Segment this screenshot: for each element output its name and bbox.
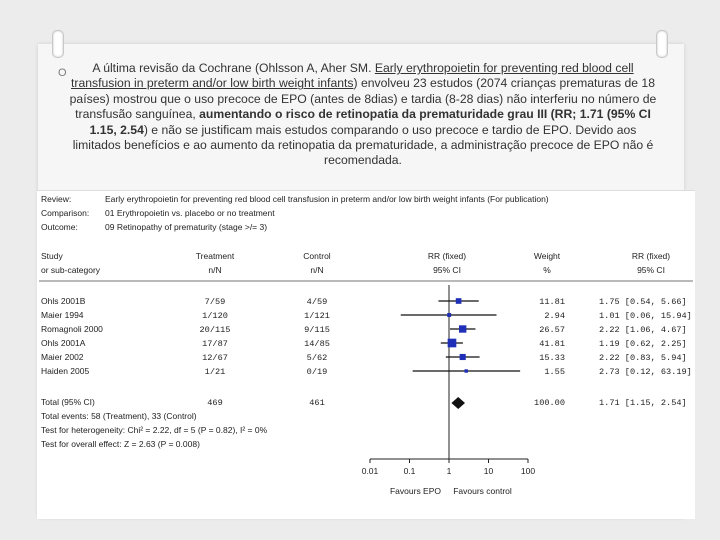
footnote-heterogeneity: Test for heterogeneity: Chi² = 2.22, df = 5 (P = 0.82), I² = 0%: [41, 425, 268, 435]
footnote-overall-effect: Test for overall effect: Z = 2.63 (P = 0.008): [41, 439, 200, 449]
header-study: Study: [41, 251, 63, 261]
favours-epo-label: Favours EPO: [389, 486, 442, 496]
axis-ticks: [362, 459, 536, 476]
header-treatment: Treatment: [195, 251, 235, 261]
study-ci-text: 1.19 [0.62, 2.25]: [599, 339, 687, 349]
study-ci-text: 2.73 [0.12, 63.19]: [599, 367, 692, 377]
forest-plot-svg: [37, 191, 695, 519]
meta-outcome-label: Outcome:: [41, 222, 78, 232]
header-treatment-nn: n/N: [208, 265, 222, 275]
study-name: Haiden 2005: [41, 366, 90, 376]
study-point-estimate: [459, 325, 466, 332]
study-control: 1/121: [304, 311, 330, 321]
study-weight: 1.55: [544, 367, 565, 377]
study-point-estimate: [460, 354, 466, 360]
paragraph-text-middle: ) envolveu 23 estudos (2074 crianças prematuras de 18 países) mostrou que o uso precoce de EPO (antes de 8dias) e tardia (8-28 dias) não interferiu no número de transfusão sanguínea,: [69, 76, 657, 122]
paragraph-bold-finding: aumentando o risco de retinopatia da prematuridade grau III (RR; 1.71 (95% CI 1.15, 2.54: [89, 107, 651, 137]
axis-tick-label: 1: [446, 466, 452, 476]
header-rr-ci-95: 95% CI: [637, 265, 665, 275]
study-weight: 11.81: [539, 297, 565, 307]
study-control: 0/19: [306, 367, 328, 377]
study-point-estimate: [456, 298, 462, 304]
total-label: Total (95% CI): [41, 397, 95, 407]
study-name: Ohls 2001A: [41, 338, 86, 348]
axis-tick-label: 100: [520, 466, 536, 476]
study-weight: 15.33: [539, 353, 565, 363]
footnote-total-events: Total events: 58 (Treatment), 33 (Control): [41, 411, 197, 421]
summary-paragraph: [66, 61, 660, 169]
study-treatment: 7/59: [204, 297, 226, 307]
right-pin-icon: [656, 30, 668, 58]
left-pin-icon: [52, 30, 64, 58]
paragraph-text-start: A última revisão da Cochrane (Ohlsson A, Aher SM.: [92, 61, 375, 75]
study-weight: 41.81: [539, 339, 565, 349]
study-name: Maier 1994: [41, 310, 84, 320]
review-title-link[interactable]: Early erythropoietin for preventing red blood cell transfusion in preterm and/or low birth weight infants: [71, 61, 634, 91]
total-control: 461: [309, 398, 325, 408]
header-weight-pct: %: [543, 265, 551, 275]
meta-review-value: Early erythropoietin for preventing red blood cell transfusion in preterm and/or low birth weight infants (For publication): [105, 194, 549, 204]
study-control: 5/62: [306, 353, 328, 363]
header-subcategory: or sub-category: [41, 265, 101, 275]
forest-plot-figure: [37, 190, 695, 519]
header-weight: Weight: [533, 251, 561, 261]
study-name: Ohls 2001B: [41, 296, 86, 306]
pooled-estimate-diamond: [451, 397, 465, 409]
bullet-marker: O: [58, 67, 67, 79]
forest-markers: [401, 298, 520, 409]
axis-tick-label: 10: [483, 466, 494, 476]
study-treatment: 1/120: [202, 311, 228, 321]
header-rr-ci: RR (fixed): [631, 251, 671, 261]
study-point-estimate: [447, 313, 451, 317]
total-weight: 100.00: [534, 398, 565, 408]
study-treatment: 1/21: [204, 367, 226, 377]
header-control-nn: n/N: [310, 265, 324, 275]
total-ci-text: 1.71 [1.15, 2.54]: [599, 398, 687, 408]
study-treatment: 12/67: [202, 353, 228, 363]
header-control: Control: [303, 251, 331, 261]
meta-comparison-label: Comparison:: [41, 208, 90, 218]
favours-control-label: Favours control: [453, 486, 512, 496]
study-point-estimate: [448, 339, 457, 348]
study-ci-text: 2.22 [0.83, 5.94]: [599, 353, 687, 363]
study-treatment: 20/115: [199, 325, 231, 335]
study-ci-text: 2.22 [1.06, 4.67]: [599, 325, 687, 335]
total-treatment: 469: [207, 398, 223, 408]
meta-outcome-value: 09 Retinopathy of prematurity (stage >/= 3): [105, 222, 268, 232]
study-control: 14/85: [304, 339, 330, 349]
study-weight: 26.57: [539, 325, 565, 335]
study-control: 4/59: [306, 297, 328, 307]
study-point-estimate: [465, 369, 468, 372]
study-ci-text: 1.75 [0.54, 5.66]: [599, 297, 687, 307]
meta-review-label: Review:: [41, 194, 72, 204]
study-name: Romagnoli 2000: [41, 324, 103, 334]
header-rr-fixed: RR (fixed): [427, 251, 467, 261]
meta-comparison-value: 01 Erythropoietin vs. placebo or no treatment: [105, 208, 275, 218]
axis-tick-label: 0.1: [403, 466, 416, 476]
study-weight: 2.94: [544, 311, 565, 321]
header-rr-fixed-ci: 95% CI: [433, 265, 461, 275]
study-control: 9/115: [304, 325, 330, 335]
paragraph-text-end: ) e não se justificam mais estudos comparando o uso precoce e tardio de EPO. Devido aos limitados benefícios e ao aumento da retinopatia da prematuridade, a administração precoce de EPO não é recomendada.: [72, 122, 654, 168]
study-name: Maier 2002: [41, 352, 84, 362]
axis-tick-label: 0.01: [361, 466, 379, 476]
study-rows: [41, 296, 692, 377]
study-ci-text: 1.01 [0.06, 15.94]: [599, 311, 692, 321]
study-treatment: 17/87: [202, 339, 228, 349]
